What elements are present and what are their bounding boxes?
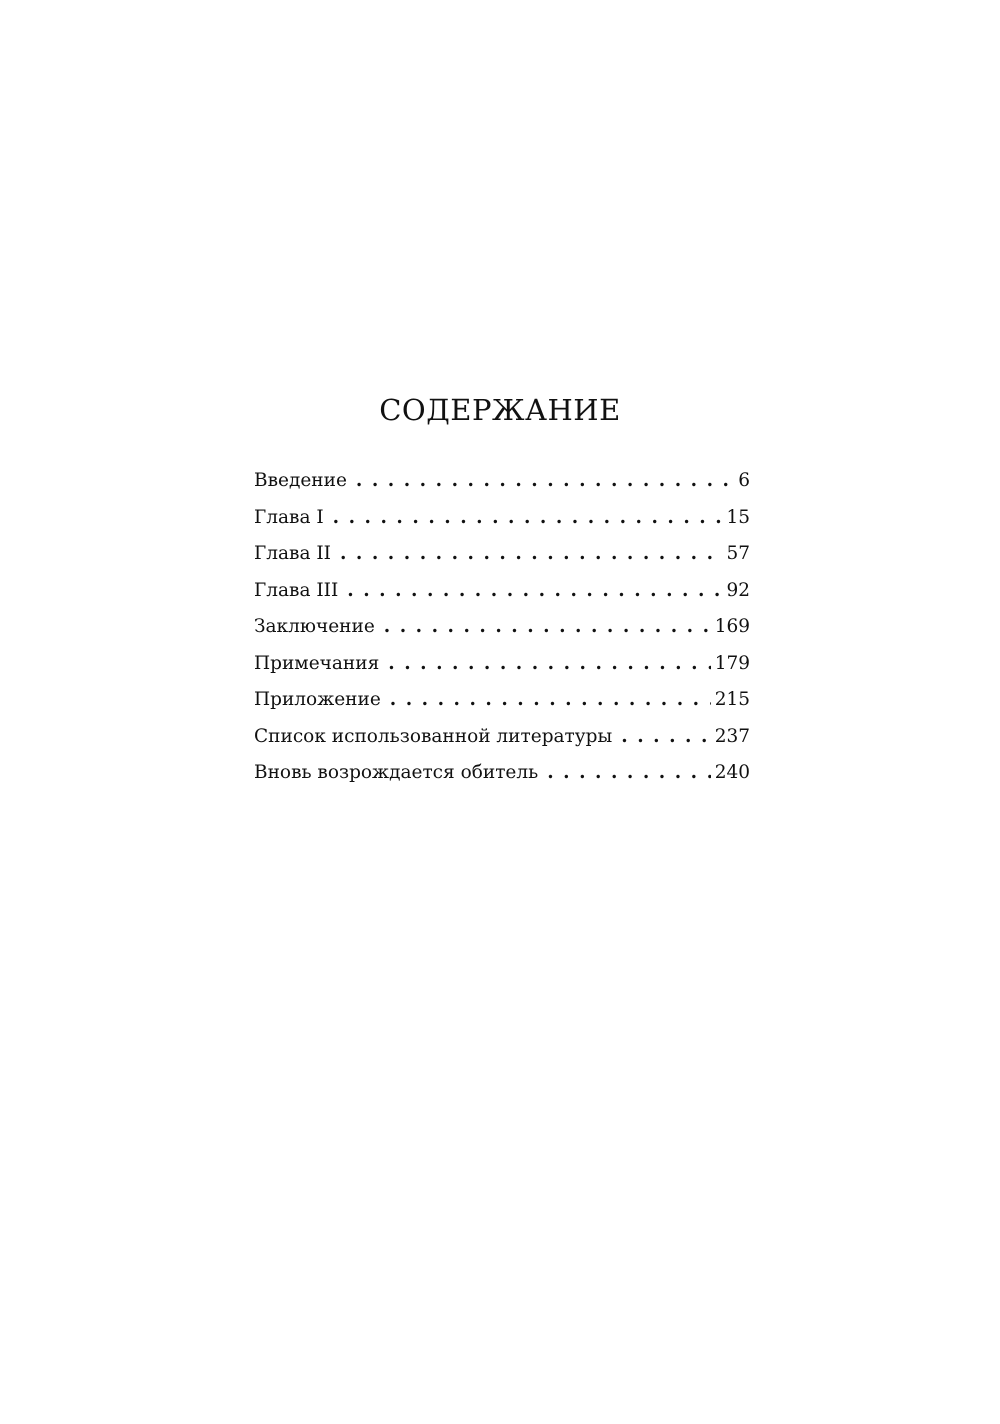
toc-entry-label: Заключение	[254, 616, 375, 637]
toc-leader-dots	[324, 507, 723, 528]
toc-entry-page: 15	[726, 506, 750, 528]
toc-entry-page: 92	[726, 579, 750, 601]
contents-title: СОДЕРЖАНИЕ	[379, 393, 621, 427]
toc-entry-label: Глава I	[254, 506, 324, 528]
toc-entry-label: Глава II	[254, 543, 331, 564]
toc-leader-dots	[538, 762, 710, 783]
toc-entry-label: Вновь возрождается обитель	[254, 762, 539, 783]
toc-entry	[254, 653, 750, 690]
toc-entry-page: 6	[738, 470, 750, 491]
toc-entry	[254, 470, 750, 507]
toc-entry-label: Приложение	[254, 689, 381, 710]
toc-leader-dots	[347, 470, 734, 491]
toc-entry-page: 240	[714, 762, 750, 783]
table-of-contents	[254, 470, 750, 799]
toc-entry	[254, 543, 750, 580]
toc-entry	[254, 726, 750, 763]
toc-entry-page: 57	[726, 543, 750, 564]
toc-entry	[254, 689, 750, 726]
toc-leader-dots	[338, 580, 722, 601]
toc-entry	[254, 762, 750, 799]
toc-entry-page: 237	[714, 725, 750, 747]
toc-entry	[254, 580, 750, 617]
toc-leader-dots	[612, 726, 710, 747]
toc-leader-dots	[331, 543, 722, 564]
toc-entry-page: 179	[714, 652, 750, 674]
toc-entry-page: 169	[714, 616, 750, 637]
toc-entry-label: Глава III	[254, 579, 339, 601]
toc-leader-dots	[379, 653, 710, 674]
toc-entry-label: Примечания	[254, 652, 380, 674]
toc-entry-page: 215	[714, 689, 750, 710]
toc-entry	[254, 616, 750, 653]
toc-leader-dots	[381, 689, 711, 710]
toc-entry	[254, 507, 750, 544]
toc-entry-label: Список использованной литературы	[254, 725, 613, 747]
toc-entry-label: Введение	[254, 470, 347, 491]
toc-leader-dots	[375, 616, 711, 637]
